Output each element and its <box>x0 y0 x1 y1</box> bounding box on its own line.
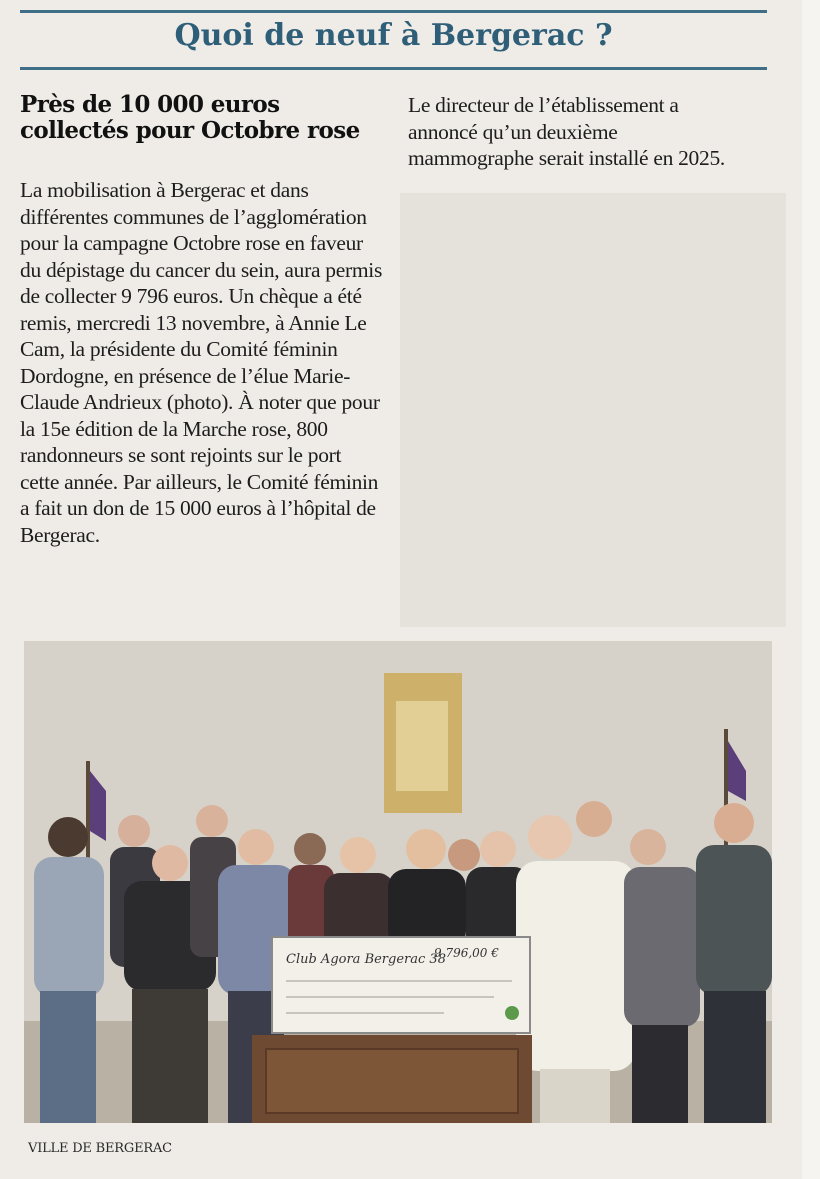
person-legs <box>40 991 96 1123</box>
person-head <box>406 829 446 869</box>
cheque-logo <box>505 1006 519 1020</box>
article-headline: Près de 10 000 euros collectés pour Octobre rose <box>20 91 360 144</box>
person-head <box>630 829 666 865</box>
wall-painting-detail <box>396 701 448 791</box>
person-head <box>528 815 572 859</box>
article-continuation: Le directeur de l’établissement a annoncé qu’un deuxième mammographe serait installé en 2025. <box>408 93 725 170</box>
giant-cheque <box>272 937 530 1033</box>
person-coat <box>516 861 636 1071</box>
person-head <box>340 837 376 873</box>
person-head <box>238 829 274 865</box>
person-head <box>196 805 228 837</box>
person-head <box>48 817 88 857</box>
article-body: La mobilisation à Bergerac et dans différentes communes de l’agglomération pour la campagne Octobre rose en faveur du dépistage du cancer du sein, aura permis de collecter 9 796 euros. Un chèque a été remis, mercredi 13 novembre, à Annie Le Cam, la présidente du Comité féminin Dordogne, en présence de l’élue Marie-Claude Andrieux (photo). À noter que pour la 15e édition de la Marche rose, 800 randonneurs se sont rejoints sur le port cette année. Par ailleurs, le Comité féminin a fait un don de 15 000 euros à l’hôpital de Bergerac. <box>20 178 383 547</box>
person-body <box>624 867 700 1027</box>
group-photo-illustration <box>24 641 772 1123</box>
empty-column-block <box>400 193 786 627</box>
cheque-payer: Club Agora Bergerac 38 <box>286 952 446 967</box>
person-body <box>34 857 104 997</box>
section-title: Quoi de neuf à Bergerac ? <box>174 18 613 53</box>
masthead-rule-bottom <box>20 67 767 70</box>
person-head <box>576 801 612 837</box>
person-head <box>294 833 326 865</box>
photo-credit: VILLE DE BERGERAC <box>28 1141 172 1156</box>
person-legs <box>704 991 766 1123</box>
person-head <box>480 831 516 867</box>
group-photo <box>24 641 772 1123</box>
person-jacket <box>696 845 772 995</box>
cheque-amount: 9 796,00 € <box>434 946 499 960</box>
cabinet-panel <box>266 1049 518 1113</box>
masthead-rule-top <box>20 10 767 13</box>
person-legs <box>540 1069 610 1123</box>
person-legs <box>632 1025 688 1123</box>
person-head <box>448 839 480 871</box>
person-skirt <box>132 989 208 1123</box>
person-head <box>152 845 188 881</box>
page-edge <box>802 0 820 1179</box>
person-head <box>714 803 754 843</box>
person-head <box>118 815 150 847</box>
